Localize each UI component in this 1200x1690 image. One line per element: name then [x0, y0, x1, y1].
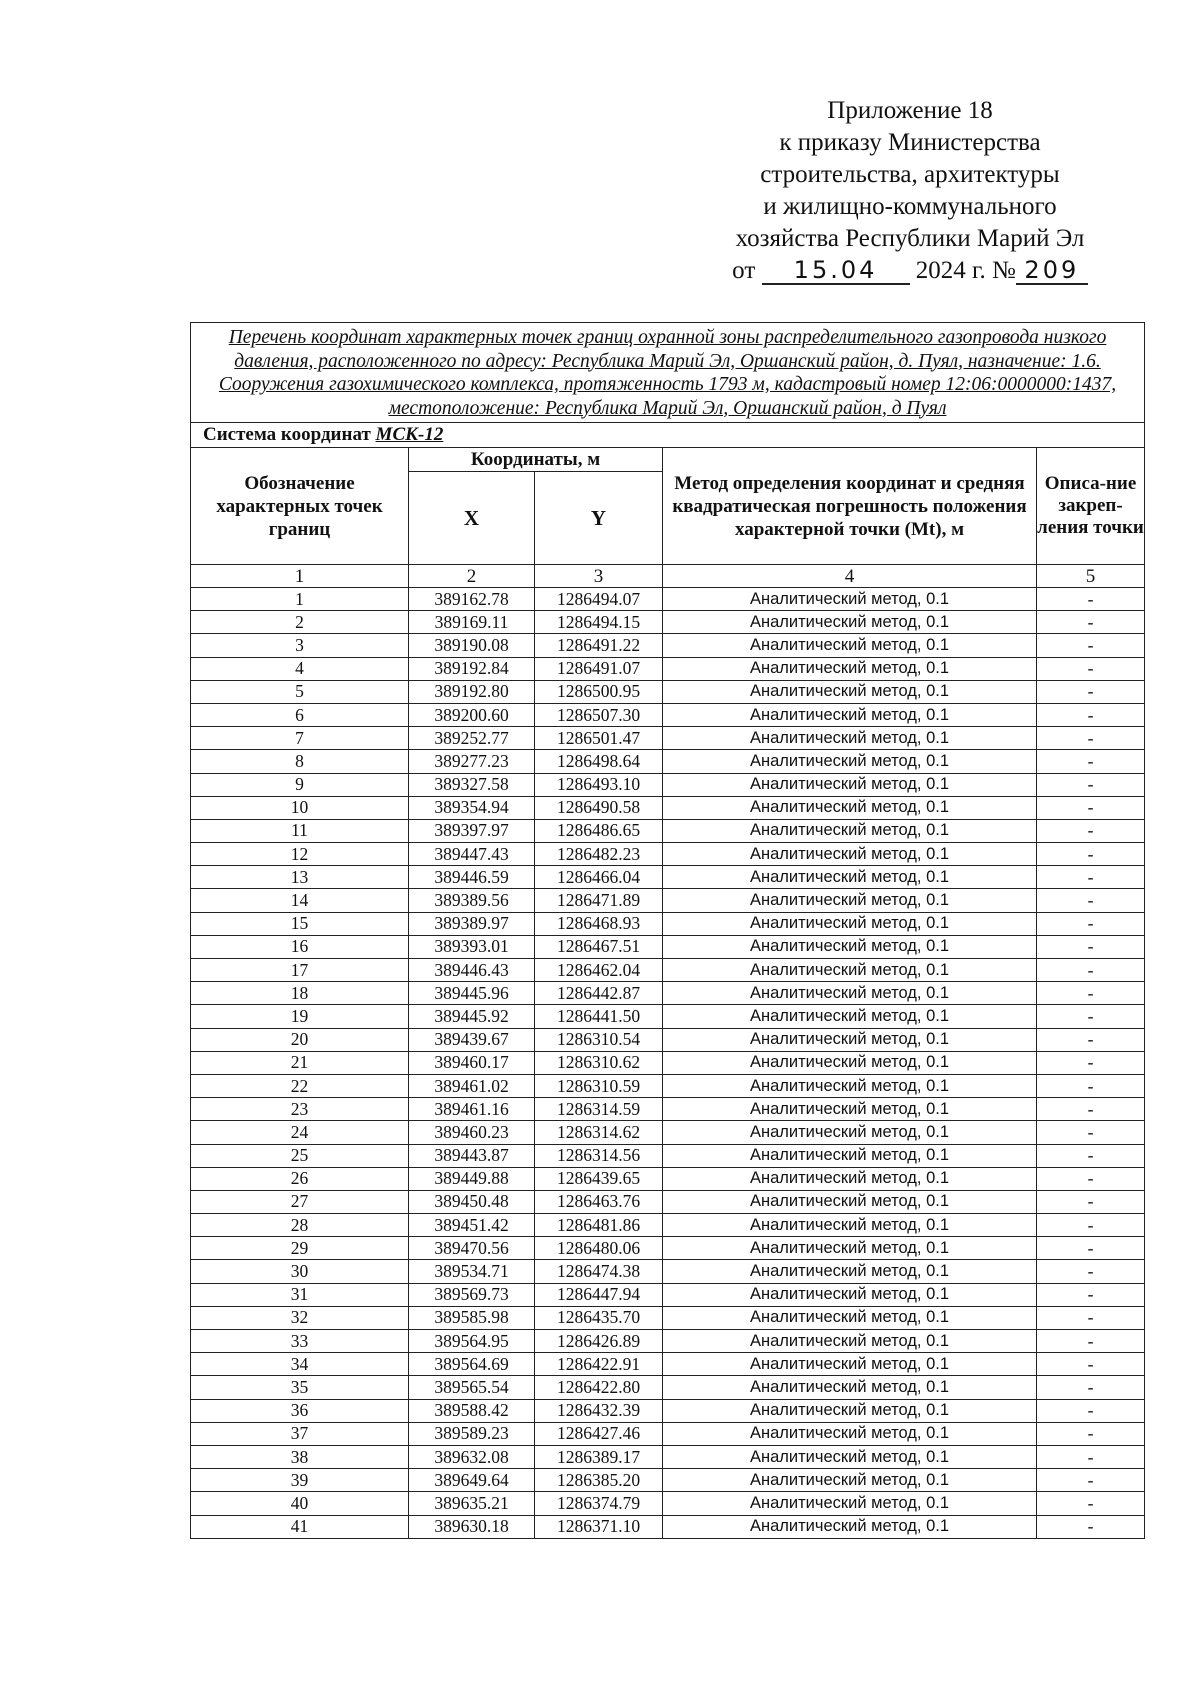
- document-header: [700, 95, 1120, 287]
- y-coordinate-cell: 1286493.10: [535, 773, 663, 796]
- method-cell: Аналитический метод, 0.1: [663, 634, 1037, 657]
- method-cell: Аналитический метод, 0.1: [663, 1399, 1037, 1422]
- point-number-cell: 1: [191, 588, 409, 611]
- point-number-cell: 25: [191, 1144, 409, 1167]
- description-cell: -: [1037, 727, 1145, 750]
- method-cell: Аналитический метод, 0.1: [663, 1121, 1037, 1144]
- x-coordinate-cell: 389439.67: [409, 1028, 535, 1051]
- table-row: [191, 1028, 1145, 1051]
- description-cell: -: [1037, 1121, 1145, 1144]
- table-row: [191, 588, 1145, 611]
- method-cell: Аналитический метод, 0.1: [663, 1190, 1037, 1213]
- description-cell: -: [1037, 1028, 1145, 1051]
- method-cell: Аналитический метод, 0.1: [663, 1515, 1037, 1538]
- method-cell: Аналитический метод, 0.1: [663, 1330, 1037, 1353]
- x-coordinate-cell: 389461.16: [409, 1098, 535, 1121]
- point-number-cell: 34: [191, 1353, 409, 1376]
- method-cell: Аналитический метод, 0.1: [663, 1469, 1037, 1492]
- point-number-cell: 8: [191, 750, 409, 773]
- table-row: [191, 1330, 1145, 1353]
- x-coordinate-cell: 389450.48: [409, 1190, 535, 1213]
- table-row: [191, 1445, 1145, 1468]
- table-row: [191, 1214, 1145, 1237]
- x-coordinate-cell: 389460.17: [409, 1051, 535, 1074]
- y-coordinate-cell: 1286374.79: [535, 1492, 663, 1515]
- y-coordinate-cell: 1286462.04: [535, 959, 663, 982]
- method-cell: Аналитический метод, 0.1: [663, 1376, 1037, 1399]
- y-coordinate-cell: 1286494.15: [535, 611, 663, 634]
- description-cell: -: [1037, 1214, 1145, 1237]
- table-row: [191, 843, 1145, 866]
- point-number-cell: 32: [191, 1306, 409, 1329]
- point-number-cell: 38: [191, 1445, 409, 1468]
- column-number: 4: [663, 565, 1037, 588]
- point-number-cell: 9: [191, 773, 409, 796]
- description-cell: -: [1037, 912, 1145, 935]
- y-coordinate-cell: 1286427.46: [535, 1422, 663, 1445]
- y-coordinate-cell: 1286480.06: [535, 1237, 663, 1260]
- y-coordinate-cell: 1286371.10: [535, 1515, 663, 1538]
- table-caption: Перечень координат характерных точек границ охранной зоны распределительного газопровода низкого давления, расположенного по адресу: Республика Марий Эл, Оршанский район, д. Пуял, назначение: 1.6. Сооружения газохимического комплекса, протяженность 1793 м, кадастровый номер 12:06:0000000:1437, местоположение: Республика Марий Эл, Оршанский район, д Пуял: [191, 323, 1145, 423]
- table-row: [191, 866, 1145, 889]
- method-cell: Аналитический метод, 0.1: [663, 1306, 1037, 1329]
- y-coordinate-cell: 1286310.62: [535, 1051, 663, 1074]
- x-coordinate-cell: 389470.56: [409, 1237, 535, 1260]
- y-coordinate-cell: 1286491.22: [535, 634, 663, 657]
- y-coordinate-cell: 1286310.59: [535, 1074, 663, 1097]
- appendix-title: Приложение 18: [827, 97, 993, 124]
- point-number-cell: 5: [191, 680, 409, 703]
- x-coordinate-cell: 389649.64: [409, 1469, 535, 1492]
- method-cell: Аналитический метод, 0.1: [663, 611, 1037, 634]
- column-number: 5: [1037, 565, 1145, 588]
- description-cell: -: [1037, 1144, 1145, 1167]
- point-number-cell: 21: [191, 1051, 409, 1074]
- table-row: [191, 1051, 1145, 1074]
- table-row: [191, 657, 1145, 680]
- y-coordinate-cell: 1286314.59: [535, 1098, 663, 1121]
- table-row: [191, 1260, 1145, 1283]
- description-cell: -: [1037, 1376, 1145, 1399]
- method-cell: Аналитический метод, 0.1: [663, 703, 1037, 726]
- y-coordinate-cell: 1286422.80: [535, 1376, 663, 1399]
- table-row: [191, 1144, 1145, 1167]
- point-number-cell: 3: [191, 634, 409, 657]
- table-row: [191, 1283, 1145, 1306]
- y-coordinate-cell: 1286501.47: [535, 727, 663, 750]
- point-number-cell: 29: [191, 1237, 409, 1260]
- x-coordinate-cell: 389460.23: [409, 1121, 535, 1144]
- coordinate-system-label: Система координат: [203, 424, 371, 445]
- x-coordinate-cell: 389192.84: [409, 657, 535, 680]
- point-number-cell: 30: [191, 1260, 409, 1283]
- y-coordinate-cell: 1286482.23: [535, 843, 663, 866]
- point-number-cell: 27: [191, 1190, 409, 1213]
- y-coordinate-cell: 1286439.65: [535, 1167, 663, 1190]
- method-cell: Аналитический метод, 0.1: [663, 1028, 1037, 1051]
- method-cell: Аналитический метод, 0.1: [663, 982, 1037, 1005]
- point-number-cell: 22: [191, 1074, 409, 1097]
- order-number-handwritten: 209: [1016, 257, 1088, 285]
- description-cell: -: [1037, 1353, 1145, 1376]
- x-coordinate-cell: 389446.59: [409, 866, 535, 889]
- method-cell: Аналитический метод, 0.1: [663, 1283, 1037, 1306]
- method-cell: Аналитический метод, 0.1: [663, 959, 1037, 982]
- description-cell: -: [1037, 1515, 1145, 1538]
- point-number-cell: 26: [191, 1167, 409, 1190]
- y-coordinate-cell: 1286498.64: [535, 750, 663, 773]
- method-cell: Аналитический метод, 0.1: [663, 1214, 1037, 1237]
- x-coordinate-cell: 389589.23: [409, 1422, 535, 1445]
- x-coordinate-cell: 389565.54: [409, 1376, 535, 1399]
- y-coordinate-cell: 1286442.87: [535, 982, 663, 1005]
- description-cell: -: [1037, 935, 1145, 958]
- x-coordinate-cell: 389569.73: [409, 1283, 535, 1306]
- x-coordinate-cell: 389451.42: [409, 1214, 535, 1237]
- table-row: [191, 1167, 1145, 1190]
- table-row: [191, 1399, 1145, 1422]
- point-number-cell: 11: [191, 819, 409, 842]
- column-number: 2: [409, 565, 535, 588]
- table-row: [191, 889, 1145, 912]
- x-coordinate-cell: 389632.08: [409, 1445, 535, 1468]
- column-header-designation: Обозначение характерных точек границ: [191, 448, 409, 565]
- point-number-cell: 2: [191, 611, 409, 634]
- table-row: [191, 680, 1145, 703]
- method-cell: Аналитический метод, 0.1: [663, 1005, 1037, 1028]
- description-cell: -: [1037, 680, 1145, 703]
- x-coordinate-cell: 389190.08: [409, 634, 535, 657]
- table-row: [191, 1121, 1145, 1144]
- description-cell: -: [1037, 819, 1145, 842]
- method-cell: Аналитический метод, 0.1: [663, 912, 1037, 935]
- x-coordinate-cell: 389447.43: [409, 843, 535, 866]
- table-row: [191, 1422, 1145, 1445]
- y-coordinate-cell: 1286310.54: [535, 1028, 663, 1051]
- description-cell: -: [1037, 1098, 1145, 1121]
- y-coordinate-cell: 1286441.50: [535, 1005, 663, 1028]
- point-number-cell: 33: [191, 1330, 409, 1353]
- point-number-cell: 10: [191, 796, 409, 819]
- header-line: к приказу Министерства: [779, 129, 1041, 156]
- order-year: 2024 г. №: [915, 257, 1016, 284]
- description-cell: -: [1037, 1399, 1145, 1422]
- point-number-cell: 28: [191, 1214, 409, 1237]
- point-number-cell: 20: [191, 1028, 409, 1051]
- method-cell: Аналитический метод, 0.1: [663, 819, 1037, 842]
- y-coordinate-cell: 1286426.89: [535, 1330, 663, 1353]
- y-coordinate-cell: 1286481.86: [535, 1214, 663, 1237]
- x-coordinate-cell: 389534.71: [409, 1260, 535, 1283]
- method-cell: Аналитический метод, 0.1: [663, 1492, 1037, 1515]
- y-coordinate-cell: 1286466.04: [535, 866, 663, 889]
- table-row: [191, 912, 1145, 935]
- x-coordinate-cell: 389446.43: [409, 959, 535, 982]
- x-coordinate-cell: 389389.97: [409, 912, 535, 935]
- description-cell: -: [1037, 1190, 1145, 1213]
- x-coordinate-cell: 389354.94: [409, 796, 535, 819]
- description-cell: -: [1037, 1237, 1145, 1260]
- column-header-x: X: [409, 472, 535, 565]
- description-cell: -: [1037, 1283, 1145, 1306]
- table-row: [191, 935, 1145, 958]
- y-coordinate-cell: 1286494.07: [535, 588, 663, 611]
- order-reference: [700, 255, 1120, 287]
- header-line: и жилищно-коммунального: [763, 193, 1057, 220]
- column-header-method: Метод определения координат и средняя квадратическая погрешность положения характерной точки (Mt), м: [663, 448, 1037, 565]
- table-row: [191, 773, 1145, 796]
- table-body: [191, 588, 1145, 1539]
- point-number-cell: 16: [191, 935, 409, 958]
- method-cell: Аналитический метод, 0.1: [663, 657, 1037, 680]
- x-coordinate-cell: 389585.98: [409, 1306, 535, 1329]
- description-cell: -: [1037, 1445, 1145, 1468]
- method-cell: Аналитический метод, 0.1: [663, 1353, 1037, 1376]
- method-cell: Аналитический метод, 0.1: [663, 1144, 1037, 1167]
- description-cell: -: [1037, 1422, 1145, 1445]
- x-coordinate-cell: 389445.96: [409, 982, 535, 1005]
- point-number-cell: 40: [191, 1492, 409, 1515]
- point-number-cell: 18: [191, 982, 409, 1005]
- description-cell: -: [1037, 1074, 1145, 1097]
- x-coordinate-cell: 389449.88: [409, 1167, 535, 1190]
- method-cell: Аналитический метод, 0.1: [663, 1422, 1037, 1445]
- header-line: хозяйства Республики Марий Эл: [735, 225, 1085, 252]
- column-number: 1: [191, 565, 409, 588]
- header-line: строительства, архитектуры: [760, 161, 1060, 188]
- table-row: [191, 750, 1145, 773]
- description-cell: -: [1037, 634, 1145, 657]
- description-cell: -: [1037, 1330, 1145, 1353]
- point-number-cell: 15: [191, 912, 409, 935]
- table-row: [191, 611, 1145, 634]
- description-cell: -: [1037, 1167, 1145, 1190]
- description-cell: -: [1037, 959, 1145, 982]
- method-cell: Аналитический метод, 0.1: [663, 1074, 1037, 1097]
- description-cell: -: [1037, 750, 1145, 773]
- y-coordinate-cell: 1286471.89: [535, 889, 663, 912]
- point-number-cell: 39: [191, 1469, 409, 1492]
- description-cell: -: [1037, 1260, 1145, 1283]
- x-coordinate-cell: 389445.92: [409, 1005, 535, 1028]
- description-cell: -: [1037, 588, 1145, 611]
- description-cell: -: [1037, 703, 1145, 726]
- y-coordinate-cell: 1286486.65: [535, 819, 663, 842]
- method-cell: Аналитический метод, 0.1: [663, 773, 1037, 796]
- method-cell: Аналитический метод, 0.1: [663, 750, 1037, 773]
- table-row: [191, 1074, 1145, 1097]
- y-coordinate-cell: 1286447.94: [535, 1283, 663, 1306]
- method-cell: Аналитический метод, 0.1: [663, 588, 1037, 611]
- column-header-description: Описа-ние закреп-ления точки: [1037, 448, 1145, 565]
- coordinate-system-name: МСК-12: [375, 424, 444, 445]
- table-row: [191, 796, 1145, 819]
- method-cell: Аналитический метод, 0.1: [663, 1167, 1037, 1190]
- column-header-y: Y: [535, 472, 663, 565]
- x-coordinate-cell: 389327.58: [409, 773, 535, 796]
- y-coordinate-cell: 1286435.70: [535, 1306, 663, 1329]
- description-cell: -: [1037, 773, 1145, 796]
- method-cell: Аналитический метод, 0.1: [663, 1098, 1037, 1121]
- table-row: [191, 819, 1145, 842]
- method-cell: Аналитический метод, 0.1: [663, 727, 1037, 750]
- point-number-cell: 24: [191, 1121, 409, 1144]
- point-number-cell: 36: [191, 1399, 409, 1422]
- point-number-cell: 7: [191, 727, 409, 750]
- table-row: [191, 1353, 1145, 1376]
- description-cell: -: [1037, 1492, 1145, 1515]
- coordinate-system: [191, 423, 1145, 448]
- x-coordinate-cell: 389277.23: [409, 750, 535, 773]
- x-coordinate-cell: 389635.21: [409, 1492, 535, 1515]
- method-cell: Аналитический метод, 0.1: [663, 866, 1037, 889]
- point-number-cell: 4: [191, 657, 409, 680]
- table-row: [191, 1190, 1145, 1213]
- description-cell: -: [1037, 1469, 1145, 1492]
- x-coordinate-cell: 389564.69: [409, 1353, 535, 1376]
- x-coordinate-cell: 389461.02: [409, 1074, 535, 1097]
- description-cell: -: [1037, 796, 1145, 819]
- point-number-cell: 17: [191, 959, 409, 982]
- method-cell: Аналитический метод, 0.1: [663, 1445, 1037, 1468]
- table-row: [191, 959, 1145, 982]
- description-cell: -: [1037, 611, 1145, 634]
- y-coordinate-cell: 1286490.58: [535, 796, 663, 819]
- point-number-cell: 13: [191, 866, 409, 889]
- y-coordinate-cell: 1286389.17: [535, 1445, 663, 1468]
- point-number-cell: 31: [191, 1283, 409, 1306]
- y-coordinate-cell: 1286491.07: [535, 657, 663, 680]
- order-prefix: от: [732, 257, 756, 284]
- point-number-cell: 41: [191, 1515, 409, 1538]
- y-coordinate-cell: 1286385.20: [535, 1469, 663, 1492]
- x-coordinate-cell: 389389.56: [409, 889, 535, 912]
- x-coordinate-cell: 389630.18: [409, 1515, 535, 1538]
- description-cell: -: [1037, 1051, 1145, 1074]
- description-cell: -: [1037, 889, 1145, 912]
- table-row: [191, 1492, 1145, 1515]
- y-coordinate-cell: 1286314.62: [535, 1121, 663, 1144]
- point-number-cell: 19: [191, 1005, 409, 1028]
- description-cell: -: [1037, 982, 1145, 1005]
- point-number-cell: 37: [191, 1422, 409, 1445]
- method-cell: Аналитический метод, 0.1: [663, 680, 1037, 703]
- y-coordinate-cell: 1286474.38: [535, 1260, 663, 1283]
- x-coordinate-cell: 389200.60: [409, 703, 535, 726]
- description-cell: -: [1037, 866, 1145, 889]
- table-row: [191, 1005, 1145, 1028]
- description-cell: -: [1037, 1306, 1145, 1329]
- y-coordinate-cell: 1286422.91: [535, 1353, 663, 1376]
- point-number-cell: 6: [191, 703, 409, 726]
- method-cell: Аналитический метод, 0.1: [663, 796, 1037, 819]
- y-coordinate-cell: 1286507.30: [535, 703, 663, 726]
- column-numbers-row: [191, 565, 1145, 588]
- table-row: [191, 634, 1145, 657]
- description-cell: -: [1037, 657, 1145, 680]
- table-row: [191, 1098, 1145, 1121]
- method-cell: Аналитический метод, 0.1: [663, 1051, 1037, 1074]
- method-cell: Аналитический метод, 0.1: [663, 1260, 1037, 1283]
- y-coordinate-cell: 1286463.76: [535, 1190, 663, 1213]
- x-coordinate-cell: 389162.78: [409, 588, 535, 611]
- x-coordinate-cell: 389252.77: [409, 727, 535, 750]
- column-header-coordinates: Координаты, м: [409, 448, 663, 472]
- coordinates-table: [190, 322, 1145, 1539]
- table-row: [191, 1306, 1145, 1329]
- point-number-cell: 35: [191, 1376, 409, 1399]
- table-row: [191, 1469, 1145, 1492]
- x-coordinate-cell: 389588.42: [409, 1399, 535, 1422]
- x-coordinate-cell: 389393.01: [409, 935, 535, 958]
- y-coordinate-cell: 1286467.51: [535, 935, 663, 958]
- y-coordinate-cell: 1286314.56: [535, 1144, 663, 1167]
- order-date-handwritten: 15.04: [762, 257, 910, 285]
- table-row: [191, 1237, 1145, 1260]
- table-row: [191, 1515, 1145, 1538]
- y-coordinate-cell: 1286432.39: [535, 1399, 663, 1422]
- column-number: 3: [535, 565, 663, 588]
- x-coordinate-cell: 389169.11: [409, 611, 535, 634]
- description-cell: -: [1037, 1005, 1145, 1028]
- point-number-cell: 12: [191, 843, 409, 866]
- x-coordinate-cell: 389443.87: [409, 1144, 535, 1167]
- method-cell: Аналитический метод, 0.1: [663, 889, 1037, 912]
- method-cell: Аналитический метод, 0.1: [663, 935, 1037, 958]
- table-row: [191, 982, 1145, 1005]
- method-cell: Аналитический метод, 0.1: [663, 843, 1037, 866]
- x-coordinate-cell: 389564.95: [409, 1330, 535, 1353]
- point-number-cell: 23: [191, 1098, 409, 1121]
- point-number-cell: 14: [191, 889, 409, 912]
- description-cell: -: [1037, 843, 1145, 866]
- x-coordinate-cell: 389192.80: [409, 680, 535, 703]
- table-row: [191, 703, 1145, 726]
- x-coordinate-cell: 389397.97: [409, 819, 535, 842]
- table-row: [191, 727, 1145, 750]
- table-row: [191, 1376, 1145, 1399]
- y-coordinate-cell: 1286468.93: [535, 912, 663, 935]
- method-cell: Аналитический метод, 0.1: [663, 1237, 1037, 1260]
- y-coordinate-cell: 1286500.95: [535, 680, 663, 703]
